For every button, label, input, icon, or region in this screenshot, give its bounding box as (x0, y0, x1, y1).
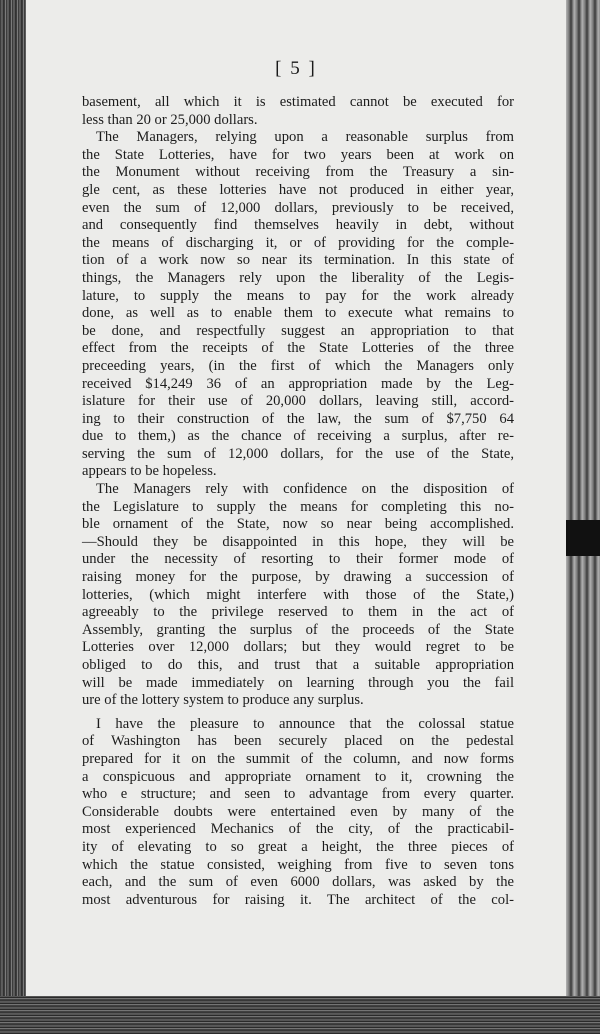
text-line: under the necessity of resorting to their former mode of (82, 551, 514, 568)
text-line: done, as well as to enable them to execute what remains to (82, 305, 514, 322)
text-line: ity of elevating to so great a height, the three pieces of (82, 838, 514, 855)
body-text (82, 94, 514, 909)
text-line: tion of a work now so near its termination. In this state of (82, 252, 514, 269)
text-line: due to them,) as the chance of receiving a surplus, after re- (82, 428, 514, 445)
text-line: gle cent, as these lotteries have not produced in either year, (82, 181, 514, 198)
text-line: which the statue consisted, weighing from five to seven tons (82, 856, 514, 873)
scan-edge-bottom (0, 996, 600, 1034)
text-line: The Managers, relying upon a reasonable surplus from (96, 129, 514, 146)
page-number: [ 5 ] (275, 58, 317, 79)
text-line: ing to their construction of the law, the sum of $7,750 64 (82, 410, 514, 427)
text-line: —Should they be disappointed in this hope, they will be (82, 533, 514, 550)
scan-edge-left (0, 0, 26, 1034)
text-line: obliged to do this, and trust that a suitable appropriation (82, 657, 514, 673)
text-line: raising money for the purpose, by drawing a succession of (82, 569, 514, 586)
text-line: will be made immediately on learning through you the fail (82, 674, 514, 691)
text-line: be done, and respectfully suggest an appropriation to that (82, 322, 514, 339)
document-page (26, 0, 566, 996)
text-line: received $14,249 36 of an appropriation made by the Leg- (82, 375, 514, 392)
paragraph-continuation (82, 94, 514, 129)
text-line: lotteries, (which might interfere with those of the State,) (82, 586, 514, 603)
text-line: the means of discharging it, or of providing for the comple- (82, 234, 514, 251)
text-line: who e structure; and seen to advantage from every quarter. (82, 786, 514, 803)
text-line: serving the sum of 12,000 dollars, for the use of the State, (82, 445, 514, 462)
paragraph-lotteries (82, 129, 514, 481)
text-line: The Managers rely with confidence on the disposition of (96, 481, 514, 498)
text-line: effect from the receipts of the State Lotteries of the three (82, 340, 514, 357)
text-line: each, and the sum of even 6000 dollars, was asked by the (82, 874, 514, 891)
text-line: Considerable doubts were entertained even by many of the (82, 803, 514, 820)
text-line: the State Lotteries, have for two years been at work on (82, 146, 514, 163)
text-line: ure of the lottery system to produce any surplus. (82, 692, 364, 709)
text-line: islature for their use of 20,000 dollars, leaving still, accord- (82, 393, 514, 410)
text-line: lature, to supply the means to pay for the work already (82, 287, 514, 304)
scan-edge-right (566, 0, 600, 1034)
text-line: I have the pleasure to announce that the colossal statue (96, 715, 514, 732)
text-line: appears to be hopeless. (82, 463, 217, 480)
text-line: less than 20 or 25,000 dollars. (82, 111, 258, 128)
text-line: things, the Managers rely upon the liberality of the Legis- (82, 269, 514, 286)
text-line: ble ornament of the State, now so near being accomplished. (82, 516, 514, 533)
paragraph-legislature (82, 481, 514, 710)
text-line: and consequently find themselves heavily in debt, without (82, 217, 514, 234)
text-line: the Legislature to supply the means for completing this no- (82, 498, 514, 515)
text-line: even the sum of 12,000 dollars, previously to be received, (82, 199, 514, 216)
text-line: the Monument without receiving from the Treasury a sin- (82, 164, 514, 181)
text-line: most adventurous for raising it. The architect of the col- (82, 891, 514, 908)
binding-mark (566, 520, 600, 556)
text-line: preceeding years, (in the first of which the Managers only (82, 357, 514, 374)
text-line: of Washington has been securely placed on the pedestal (82, 733, 514, 750)
text-line: prepared for it on the summit of the column, and now forms (82, 750, 514, 767)
text-line: Assembly, granting the surplus of the proceeds of the State (82, 621, 514, 638)
text-line: agreeably to the privilege reserved to them in the act of (82, 604, 514, 621)
text-line: Lotteries over 12,000 dollars; but they would regret to be (82, 639, 514, 656)
text-line: most experienced Mechanics of the city, of the practicabil- (82, 821, 514, 838)
paragraph-statue (82, 716, 514, 910)
text-line: a conspicuous and appropriate ornament to it, crowning the (82, 768, 514, 785)
text-line: basement, all which it is estimated cannot be executed for (82, 94, 514, 110)
